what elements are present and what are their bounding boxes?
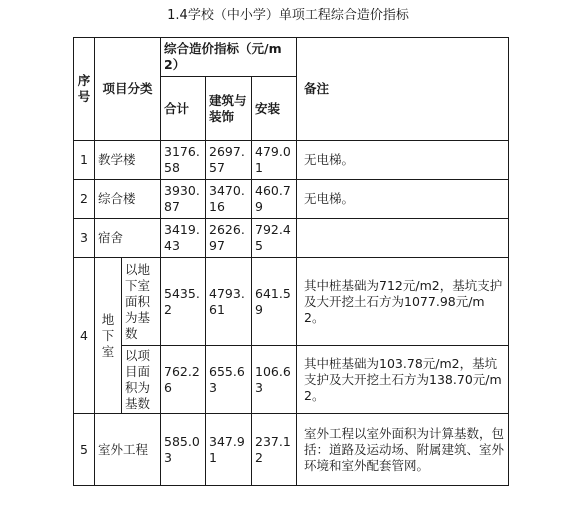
row-building: 2697.57 [206, 141, 252, 180]
header-remarks: 备注 [297, 38, 509, 141]
row-total: 3930.87 [161, 180, 206, 219]
row-install: 792.45 [252, 219, 297, 258]
row-total: 762.26 [161, 346, 206, 414]
header-category: 项目分类 [95, 38, 161, 141]
row-seq: 5 [74, 414, 95, 486]
header-composite-index: 综合造价指标（元/m2） [161, 38, 297, 77]
row-remark: 无电梯。 [297, 141, 509, 180]
header-seq: 序号 [74, 38, 95, 141]
row-total: 3176.58 [161, 141, 206, 180]
row-building: 655.63 [206, 346, 252, 414]
row-install: 106.63 [252, 346, 297, 414]
row-subcategory: 以项目面积为基数 [122, 346, 161, 414]
header-building-decoration: 建筑与装饰 [206, 77, 252, 141]
row-install: 237.12 [252, 414, 297, 486]
table-row [74, 414, 509, 486]
row-building: 3470.16 [206, 180, 252, 219]
row-remark: 无电梯。 [297, 180, 509, 219]
row-total: 585.03 [161, 414, 206, 486]
row-category: 综合楼 [95, 180, 161, 219]
page-title: 1.4学校（中小学）单项工程综合造价指标 [167, 8, 409, 23]
row-category-basement: 地下室 [95, 258, 122, 414]
table-row [74, 180, 509, 219]
header-installation: 安装 [252, 77, 297, 141]
header-row-top [74, 38, 509, 77]
table-row [74, 258, 509, 346]
row-seq: 3 [74, 219, 95, 258]
row-seq: 4 [74, 258, 95, 414]
table-row [74, 346, 509, 414]
row-seq: 2 [74, 180, 95, 219]
row-remark: 室外工程以室外面积为计算基数，包括：道路及运动场、附属建筑、室外环境和室外配套管网。 [297, 414, 509, 486]
row-total: 5435.2 [161, 258, 206, 346]
table-row [74, 141, 509, 180]
row-total: 3419.43 [161, 219, 206, 258]
row-building: 347.91 [206, 414, 252, 486]
row-remark [297, 219, 509, 258]
row-install: 460.79 [252, 180, 297, 219]
row-install: 479.01 [252, 141, 297, 180]
row-category: 宿舍 [95, 219, 161, 258]
row-remark: 其中桩基础为103.78元/m2，基坑支护及大开挖土石方为138.70元/m2。 [297, 346, 509, 414]
table-row [74, 219, 509, 258]
row-building: 2626.97 [206, 219, 252, 258]
row-remark: 其中桩基础为712元/m2，基坑支护及大开挖土石方为1077.98元/m2。 [297, 258, 509, 346]
row-category: 室外工程 [95, 414, 161, 486]
header-total: 合计 [161, 77, 206, 141]
cost-index-table [73, 37, 509, 486]
row-category: 教学楼 [95, 141, 161, 180]
row-subcategory: 以地下室面积为基数 [122, 258, 161, 346]
row-seq: 1 [74, 141, 95, 180]
row-building: 4793.61 [206, 258, 252, 346]
row-install: 641.59 [252, 258, 297, 346]
